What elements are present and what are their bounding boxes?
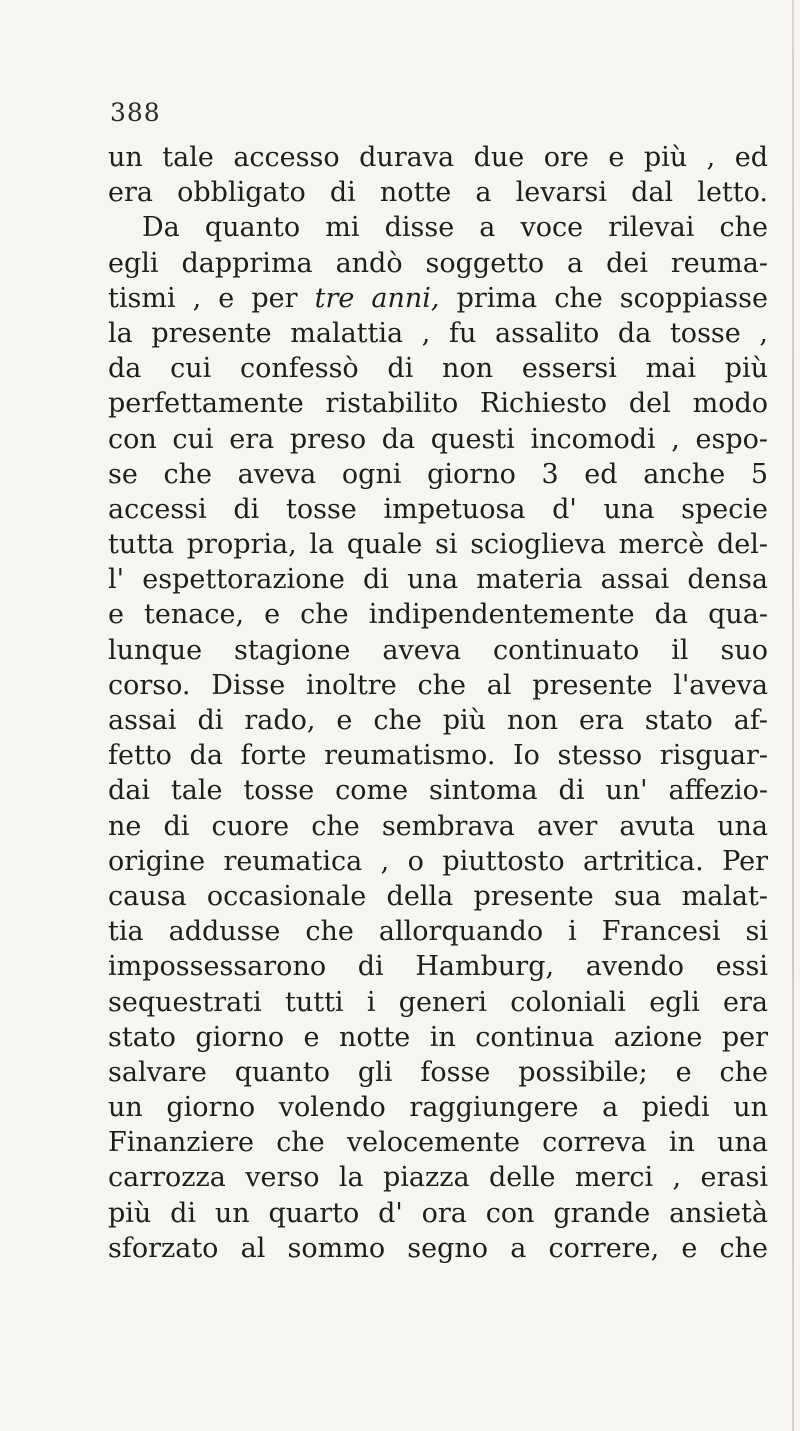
- text-line: origine reumatica , o piuttosto artritica. Per: [108, 845, 768, 877]
- text-segment: prima che scoppiasse: [456, 282, 768, 314]
- text-line: Da quanto mi disse a voce rilevai che: [142, 212, 768, 244]
- text-line: perfettamente ristabilito Richiesto del modo: [108, 388, 768, 420]
- text-line: più di un quarto d' ora con grande ansietà: [108, 1197, 768, 1229]
- text-line: era obbligato di notte a levarsi dal letto.: [108, 177, 768, 209]
- text-line: e tenace, e che indipendentemente da qua-: [108, 599, 768, 631]
- text-line: la presente malattia , fu assalito da tosse ,: [108, 317, 768, 349]
- text-line-mixed: [108, 281, 768, 316]
- text-segment: tismi , e per: [108, 282, 298, 314]
- text-line: tia addusse che allorquando i Francesi si: [108, 916, 768, 948]
- text-line: dai tale tosse come sintoma di un' affezio-: [108, 775, 768, 807]
- text-line: sequestrati tutti i generi coloniali egli era: [108, 986, 768, 1018]
- text-line: un tale accesso durava due ore e più , ed: [108, 142, 768, 173]
- text-line: corso. Disse inoltre che al presente l'aveva: [108, 669, 768, 701]
- text-line: l' espettorazione di una materia assai densa: [108, 564, 768, 596]
- page-number: 388: [110, 98, 161, 127]
- text-line: da cui confessò di non essersi mai più: [108, 353, 768, 385]
- text-line: se che aveva ogni giorno 3 ed anche 5: [108, 458, 768, 490]
- text-line: Finanziere che velocemente correva in una: [108, 1127, 768, 1159]
- text-line: egli dapprima andò soggetto a dei reuma-: [108, 247, 768, 279]
- text-line: stato giorno e notte in continua azione per: [108, 1021, 768, 1053]
- text-line: carrozza verso la piazza delle merci , erasi: [108, 1162, 768, 1194]
- text-line: causa occasionale della presente sua malat-: [108, 880, 768, 912]
- page-edge: [792, 0, 794, 1431]
- text-line: assai di rado, e che più non era stato af-: [108, 705, 768, 736]
- text-line: impossessarono di Hamburg, avendo essi: [108, 951, 768, 983]
- text-line: tutta propria, la quale si scioglieva mercè del-: [108, 529, 768, 561]
- text-line: ne di cuore che sembrava aver avuta una: [108, 810, 768, 842]
- text-line: accessi di tosse impetuosa d' una specie: [108, 493, 768, 525]
- text-line: fetto da forte reumatismo. Io stesso risguar-: [108, 740, 768, 772]
- text-line: salvare quanto gli fosse possibile; e che: [108, 1056, 768, 1088]
- text-line: lunque stagione aveva continuato il suo: [108, 634, 768, 666]
- italic-segment: tre anni,: [314, 282, 440, 314]
- text-line: sforzato al sommo segno a correre, e che: [108, 1232, 768, 1264]
- text-line: un giorno volendo raggiungere a piedi un: [108, 1092, 768, 1124]
- body-text: [108, 140, 768, 1266]
- text-line: con cui era preso da questi incomodi , espo-: [108, 423, 768, 455]
